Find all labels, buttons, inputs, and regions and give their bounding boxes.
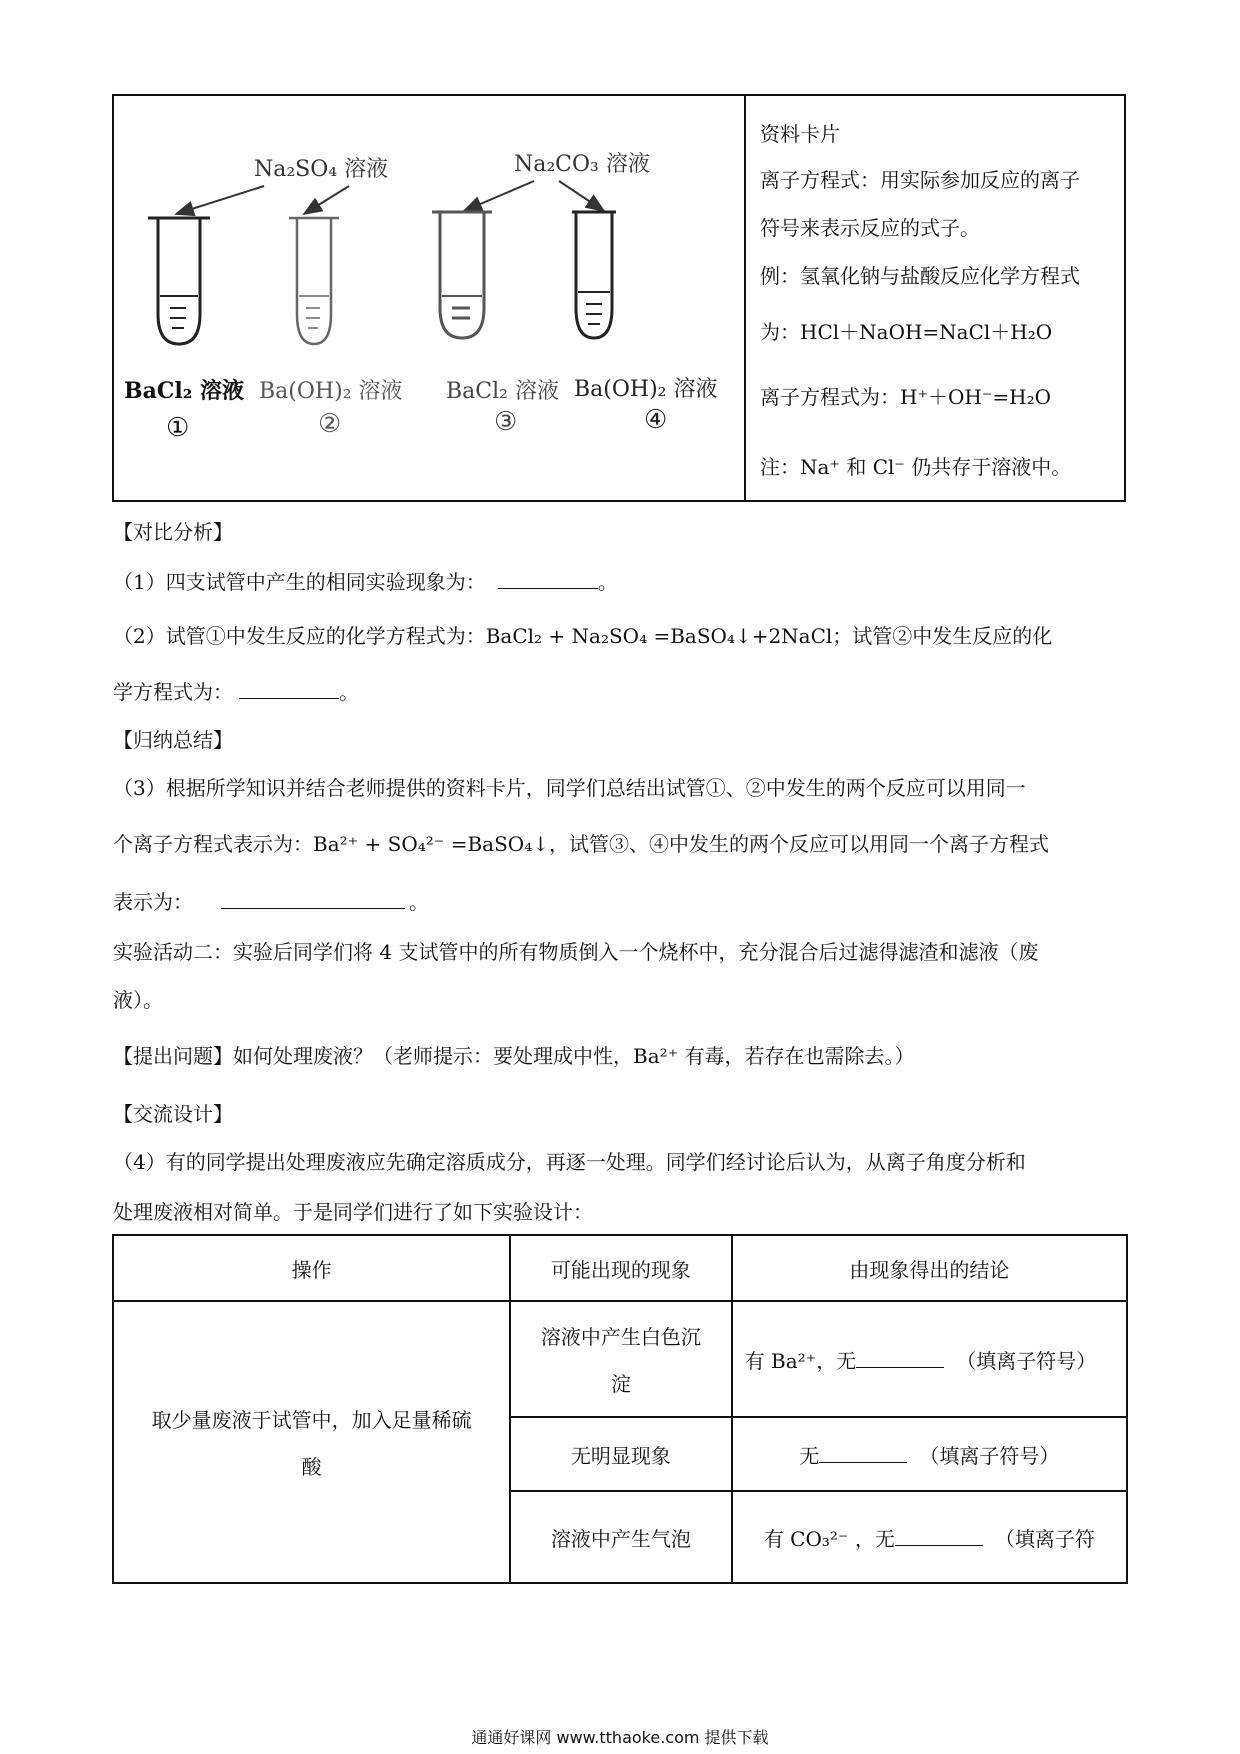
phenomenon-cell-2: 无明显现象 bbox=[510, 1417, 732, 1491]
question-prompt: 【提出问题】如何处理废液？（老师提示：要处理成中性，Ba²⁺ 有毒，若存在也需除去。） bbox=[113, 1044, 915, 1068]
phenomenon-cell-1 bbox=[510, 1301, 732, 1417]
reagent-label-na2co3: Na₂CO₃ 溶液 bbox=[514, 152, 650, 177]
phenomenon-cell-3: 溶液中产生气泡 bbox=[510, 1491, 732, 1583]
question-2-line-2 bbox=[113, 678, 359, 706]
answer-blank-2[interactable] bbox=[239, 678, 339, 699]
table-header-row bbox=[113, 1235, 1127, 1301]
question-4-line-2: 处理废液相对简单。于是同学们进行了如下实验设计： bbox=[113, 1200, 593, 1224]
question-1-end: 。 bbox=[597, 570, 618, 594]
conclusion-3-hint: （填离子符 bbox=[994, 1526, 1095, 1551]
test-tube-diagram bbox=[114, 96, 1124, 500]
card-title: 资料卡片 bbox=[760, 122, 840, 146]
arrow-to-tube-1 bbox=[176, 186, 264, 214]
conclusion-2-hint: （填离子符号） bbox=[919, 1443, 1060, 1468]
conclusion-3-text: 有 CO₃²⁻ ，无 bbox=[763, 1526, 895, 1551]
card-line-2: 符号来表示反应的式子。 bbox=[760, 216, 980, 240]
tube-label-1: BaCl₂ 溶液 bbox=[124, 378, 245, 404]
figure-divider bbox=[744, 96, 746, 500]
question-2-text: 学方程式为： bbox=[113, 680, 233, 704]
tube-number-3: ③ bbox=[494, 407, 518, 437]
question-3-end: 。 bbox=[409, 890, 429, 914]
arrow-to-tube-2 bbox=[304, 186, 349, 214]
conclusion-cell-1 bbox=[732, 1301, 1127, 1417]
answer-blank-3[interactable] bbox=[221, 888, 405, 909]
tube-number-4: ④ bbox=[644, 405, 668, 435]
heading-summary: 【归纳总结】 bbox=[113, 728, 233, 752]
conclusion-cell-3 bbox=[732, 1491, 1127, 1583]
card-line-3: 例：氢氧化钠与盐酸反应化学方程式 bbox=[760, 264, 1080, 288]
card-line-1: 离子方程式：用实际参加反应的离子 bbox=[760, 168, 1080, 192]
tube-label-3: BaCl₂ 溶液 bbox=[446, 379, 559, 404]
phenomenon-1-line-1: 溶液中产生白色沉 bbox=[540, 1325, 701, 1349]
arrow-to-tube-3 bbox=[464, 181, 534, 211]
conclusion-2-text: 无 bbox=[799, 1443, 820, 1468]
activity-2-line-1: 实验活动二：实验后同学们将 4 支试管中的所有物质倒入一个烧杯中，充分混合后过滤得滤渣和滤液（废 bbox=[113, 940, 1039, 964]
answer-blank-4[interactable] bbox=[856, 1347, 944, 1368]
question-1 bbox=[113, 568, 618, 596]
question-4-line-1: （4）有的同学提出处理废液应先确定溶质成分，再逐一处理。同学们经讨论后认为，从离子角度分析和 bbox=[113, 1150, 1026, 1174]
conclusion-1-hint: （填离子符号） bbox=[956, 1348, 1097, 1373]
test-tube-1 bbox=[148, 218, 210, 344]
card-line-4: 为：HCl＋NaOH=NaCl＋H₂O bbox=[760, 320, 1053, 344]
reagent-label-na2so4: Na₂SO₄ 溶液 bbox=[254, 157, 389, 182]
question-3-line-3 bbox=[113, 888, 429, 916]
tube-label-2: Ba(OH)₂ 溶液 bbox=[259, 379, 403, 404]
operation-text-2: 酸 bbox=[301, 1455, 322, 1479]
arrow-to-tube-4 bbox=[559, 181, 604, 211]
operation-text-1: 取少量废液于试管中，加入足量稀硫 bbox=[151, 1408, 472, 1432]
experiment-design-table bbox=[112, 1234, 1128, 1584]
answer-blank-6[interactable] bbox=[895, 1525, 983, 1546]
test-tube-2 bbox=[289, 218, 339, 344]
experiment-figure-box bbox=[112, 94, 1126, 502]
question-2-end: 。 bbox=[339, 680, 359, 704]
page-footer: 通通好课网 www.tthaoke.com 提供下载 bbox=[471, 1728, 769, 1747]
card-line-6: 注：Na⁺ 和 Cl⁻ 仍共存于溶液中。 bbox=[760, 455, 1072, 479]
table-row bbox=[113, 1301, 1127, 1417]
phenomenon-1-line-2: 淀 bbox=[610, 1372, 631, 1396]
tube-number-2: ② bbox=[318, 409, 342, 439]
activity-2-line-2: 液）。 bbox=[113, 988, 163, 1012]
header-operation: 操作 bbox=[113, 1235, 510, 1301]
question-3-line-1: （3）根据所学知识并结合老师提供的资料卡片，同学们总结出试管①、②中发生的两个反应可以用同一 bbox=[113, 776, 1026, 800]
question-2-line-1: （2）试管①中发生反应的化学方程式为：BaCl₂ + Na₂SO₄ =BaSO₄↓+2NaCl；试管②中发生反应的化 bbox=[113, 624, 1053, 648]
heading-design: 【交流设计】 bbox=[113, 1102, 233, 1126]
question-3-line-2: 个离子方程式表示为：Ba²⁺ + SO₄²⁻ =BaSO₄↓，试管③、④中发生的两个反应可以用同一个离子方程式 bbox=[113, 832, 1049, 856]
question-1-text: （1）四支试管中产生的相同实验现象为： bbox=[113, 570, 486, 594]
conclusion-1-text: 有 Ba²⁺，无 bbox=[744, 1348, 857, 1373]
operation-cell bbox=[113, 1301, 510, 1583]
answer-blank-5[interactable] bbox=[819, 1442, 907, 1463]
question-3-text: 表示为： bbox=[113, 890, 193, 914]
header-phenomenon: 可能出现的现象 bbox=[510, 1235, 732, 1301]
tube-label-4: Ba(OH)₂ 溶液 bbox=[574, 377, 718, 402]
card-line-5: 离子方程式为：H⁺＋OH⁻=H₂O bbox=[760, 385, 1052, 409]
heading-compare-analysis: 【对比分析】 bbox=[113, 520, 233, 544]
header-conclusion: 由现象得出的结论 bbox=[732, 1235, 1127, 1301]
conclusion-cell-2 bbox=[732, 1417, 1127, 1491]
answer-blank-1[interactable] bbox=[498, 568, 598, 589]
tube-number-1: ① bbox=[166, 413, 190, 443]
test-tube-4 bbox=[572, 212, 616, 338]
test-tube-3 bbox=[432, 212, 492, 338]
